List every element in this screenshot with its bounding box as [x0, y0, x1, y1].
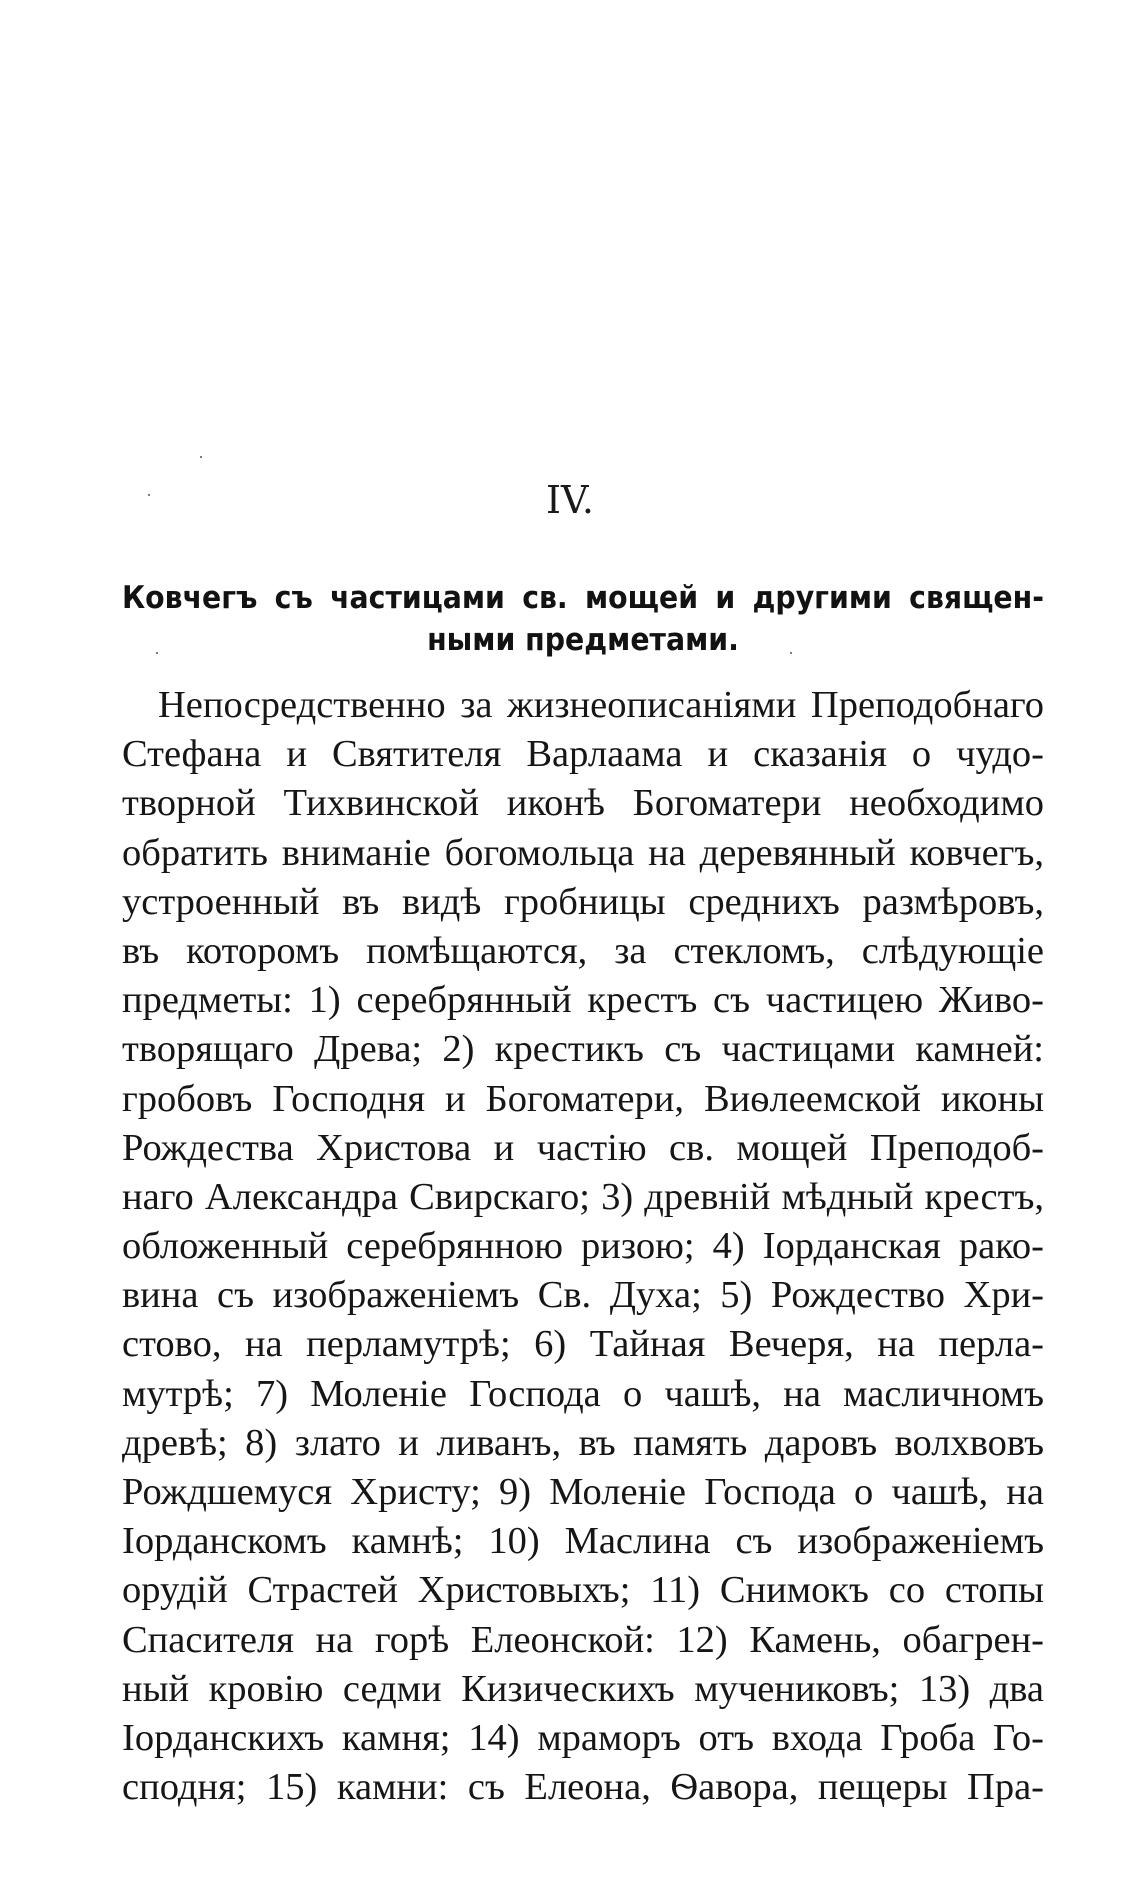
text-line: Іорданскомъ камнѣ; 10) Маслина съ изображеніемъ: [122, 1520, 1044, 1563]
text-line: обложенный серебрянною ризою; 4) Іорданская рако-: [122, 1225, 1044, 1268]
text-line: въ которомъ помѣщаются, за стекломъ, слѣдующіе: [122, 929, 1044, 972]
text-line: мутрѣ; 7) Моленіе Господа о чашѣ, на масличномъ: [122, 1372, 1044, 1415]
text-line: творной Тихвинской иконѣ Богоматери необходимо: [122, 782, 1044, 825]
text-line: наго Александра Свирскаго; 3) древній мѣдный крестъ,: [122, 1175, 1044, 1218]
print-speck: [200, 456, 202, 458]
text-line: древѣ; 8) злато и ливанъ, въ память даровъ волхвовъ: [122, 1421, 1044, 1464]
text-line: гробовъ Господня и Богоматери, Виѳлеемской иконы: [122, 1077, 1044, 1120]
chapter-title-line: ными предметами.: [427, 622, 739, 658]
text-line: Рождшемуся Христу; 9) Моленіе Господа о чашѣ, на: [122, 1471, 1044, 1513]
text-line: Спасителя на горѣ Елеонской: 12) Камень, обагрен-: [122, 1618, 1044, 1661]
chapter-number: IV.: [546, 478, 594, 522]
text-line: обратить вниманіе богомольца на деревянный ковчегъ,: [122, 831, 1044, 874]
text-line: стово, на перламутрѣ; 6) Тайная Вечеря, на перла-: [122, 1323, 1044, 1366]
text-line: Стефана и Святителя Варлаама и сказанія о чудо-: [122, 733, 1044, 776]
text-line: Непосредственно за жизнеописаніями Преподобнаго: [158, 684, 1044, 726]
text-line: сподня; 15) камни: съ Елеона, Ѳавора, пещеры Пра-: [122, 1766, 1044, 1809]
chapter-title: [122, 577, 1044, 661]
text-line: творящаго Древа; 2) крестикъ съ частицами камней:: [122, 1028, 1044, 1071]
text-line: ный кровію седми Кизическихъ мучениковъ; 13) два: [122, 1667, 1044, 1710]
text-line: устроенный въ видѣ гробницы среднихъ размѣровъ,: [122, 880, 1044, 923]
text-line: вина съ изображеніемъ Св. Духа; 5) Рождество Хри-: [122, 1274, 1044, 1317]
text-line: Рождества Христова и частію св. мощей Преподоб-: [122, 1126, 1044, 1169]
text-line: предметы: 1) серебрянный крестъ съ частицею Живо-: [122, 979, 1044, 1022]
text-line: Іорданскихъ камня; 14) мраморъ отъ входа Гроба Го-: [122, 1716, 1044, 1759]
print-speck: [148, 494, 150, 496]
text-line: орудій Страстей Христовыхъ; 11) Снимокъ со стопы: [122, 1569, 1044, 1612]
body-paragraph: [122, 681, 1044, 1812]
chapter-title-line: Ковчегъ съ частицами св. мощей и другими священ-: [122, 580, 1044, 616]
